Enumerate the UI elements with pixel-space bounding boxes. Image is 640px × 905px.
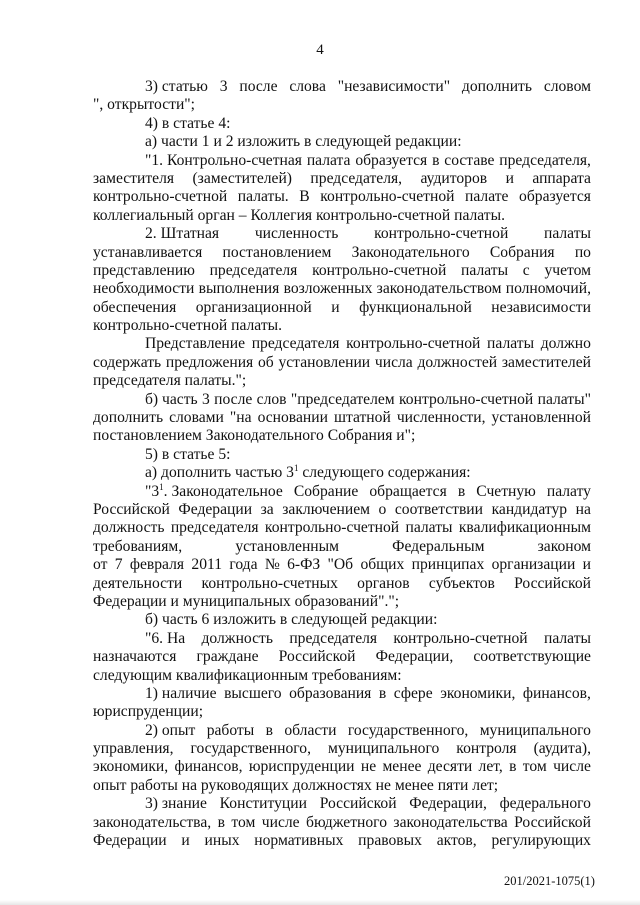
text-segment: соответствии [394, 500, 484, 518]
text-segment: за [260, 500, 274, 518]
text-segment: выполнения [198, 280, 280, 298]
text-segment: "6. На [145, 629, 186, 647]
text-segment: 2. Штатная [145, 225, 220, 243]
scan-edge [0, 900, 640, 905]
text-line [93, 758, 591, 776]
text-segment: установлении [278, 353, 371, 371]
text-segment: штатной [333, 409, 391, 427]
text-segment: управления, [93, 740, 174, 758]
text-segment: регулирующих [491, 832, 591, 850]
text-segment: 4) в статье 4: [145, 114, 231, 132]
text-segment: законодательства, [93, 813, 212, 831]
text-line [93, 519, 591, 537]
text-segment: Федерации, [409, 795, 487, 813]
text-segment: В [299, 188, 310, 206]
text-segment: Собрание [293, 482, 359, 500]
text-line [93, 335, 591, 353]
text-line [93, 556, 591, 574]
text-segment: дополнить [93, 409, 164, 427]
text-segment: в [217, 813, 225, 831]
text-segment: Федерации, [375, 648, 454, 666]
text-segment: председателя палаты."; [93, 372, 247, 390]
text-line [93, 207, 591, 225]
text-segment: об [257, 353, 274, 371]
text-segment: содержать [93, 353, 162, 371]
text-segment: квалификационным [458, 519, 591, 537]
text-segment: контрольно-счетной [374, 225, 509, 243]
text-segment: законодательства [393, 813, 508, 831]
text-segment: контрольно-счетных [201, 574, 338, 592]
text-segment: контрольно-счетной [399, 390, 534, 408]
text-segment: контрольно-счетной [346, 335, 481, 353]
text-segment: палаты. [237, 188, 289, 206]
text-line [93, 96, 591, 114]
text-segment: должностей [417, 353, 498, 371]
text-line [93, 611, 591, 629]
text-line [93, 464, 591, 482]
text-segment: постановлением [222, 243, 332, 261]
text-segment: назначаются [93, 648, 177, 666]
text-segment: "$3^1$. Законодательное [145, 481, 283, 500]
text-segment: в [509, 758, 517, 776]
text-segment: заместителя [93, 169, 175, 187]
text-segment: и [505, 169, 514, 187]
text-segment: коллегиальный орган – Коллегия контрольно-счетной палаты. [93, 206, 505, 224]
text-segment: в [457, 482, 466, 500]
text-segment: субъектов [428, 574, 495, 592]
text-segment: председателя [251, 335, 340, 353]
text-segment: граждане [196, 648, 259, 666]
text-segment: года [229, 556, 258, 574]
text-segment: 3) знание [145, 795, 207, 813]
text-segment: общих [360, 556, 405, 574]
text-segment: обращается [369, 482, 447, 500]
text-segment: высшего [224, 684, 282, 702]
text-segment: Российской [514, 813, 591, 831]
text-line [93, 814, 591, 832]
text-line [93, 722, 591, 740]
text-segment: законом [537, 537, 591, 555]
text-segment: б) часть 6 изложить в следующей редакции: [145, 611, 438, 629]
text-segment: контрольно-счетной [93, 188, 228, 206]
text-segment: контрольно-счетной [320, 188, 455, 206]
text-segment: по [574, 243, 591, 261]
text-segment: палата [306, 151, 351, 169]
text-segment: аппарата [532, 169, 591, 187]
text-segment: 2011 [191, 556, 222, 574]
text-line [93, 427, 591, 445]
text-segment: кандидатур [491, 500, 568, 518]
text-line [93, 299, 591, 317]
text-segment: правовых [358, 832, 422, 850]
text-segment: а) дополнить частью $3^1$ следующего содержания: [145, 463, 471, 482]
document-id: 201/2021-1075(1) [504, 874, 595, 888]
text-segment: образуется [519, 188, 591, 206]
text-segment: Федерации и муниципальных образований"."; [93, 592, 400, 610]
text-segment: функциональной [359, 298, 472, 316]
text-line [93, 280, 591, 298]
text-segment: слова [289, 78, 326, 95]
text-segment: требованиям, [93, 537, 183, 555]
text-segment: числе [553, 758, 591, 776]
text-segment: (заместителей) [192, 169, 292, 187]
text-line [93, 133, 591, 151]
text-segment: 3 [202, 390, 210, 408]
text-segment: десяти [427, 758, 473, 776]
text-segment: 1) наличие [145, 684, 217, 702]
text-segment: Собрания [489, 243, 555, 261]
text-line [93, 703, 591, 721]
text-segment: независимости [491, 298, 591, 316]
text-segment: постановлением Законодательного Собрания и"; [93, 427, 416, 445]
text-segment: февраля [129, 556, 185, 574]
text-line [93, 446, 591, 464]
text-line [93, 244, 591, 262]
text-segment: аудиторов [420, 169, 488, 187]
text-segment: Законодательного [351, 243, 470, 261]
text-segment: "на [229, 409, 252, 427]
text-line [93, 391, 591, 409]
text-segment: экономики, [440, 684, 516, 702]
text-segment: лет, [478, 758, 503, 776]
text-segment: 3 [219, 78, 228, 95]
text-segment: Счетную [476, 482, 536, 500]
text-segment: полномочий, [505, 280, 591, 298]
text-segment: с [522, 261, 530, 279]
text-segment: деятельности [93, 574, 183, 592]
text-segment: следующим квалификационным требованиям: [93, 666, 402, 684]
text-segment: юриспруденции [248, 758, 355, 776]
text-segment: государственного, [347, 721, 469, 739]
text-segment: иных [204, 832, 240, 850]
text-line [93, 188, 591, 206]
text-segment: установленным [235, 537, 339, 555]
text-line [93, 317, 591, 335]
text-segment: должно [540, 335, 591, 353]
text-segment: возложенных [283, 280, 373, 298]
text-segment: 3) статью [145, 78, 208, 95]
text-segment: федерального [499, 795, 591, 813]
text-segment: дополнить [461, 78, 532, 95]
text-line [93, 667, 591, 685]
text-segment: палаты [487, 335, 535, 353]
text-segment: органов [357, 574, 410, 592]
text-segment: "1. Контрольно-счетная [145, 151, 302, 169]
text-segment: Российской [319, 795, 397, 813]
text-segment: Федерации [178, 500, 253, 518]
text-segment: основании [257, 409, 328, 427]
text-segment: устанавливается [93, 243, 203, 261]
text-segment: государственного, [190, 740, 311, 758]
text-segment: муниципального [327, 740, 440, 758]
text-segment: муниципального [479, 721, 591, 739]
text-segment: в [378, 684, 387, 702]
text-segment: работы [206, 721, 255, 739]
text-segment: председателя [170, 519, 259, 537]
page-number: 4 [316, 42, 324, 58]
text-segment: соответствующие [473, 648, 591, 666]
text-line [93, 685, 591, 703]
text-segment: Российской [93, 500, 170, 518]
document-body [93, 78, 591, 850]
text-segment: палаты [405, 519, 453, 537]
text-segment: законодательством [376, 280, 502, 298]
text-line [93, 152, 591, 170]
text-segment: обеспечения [93, 298, 177, 316]
text-line [93, 483, 591, 501]
text-segment: необходимости [93, 280, 195, 298]
text-line [93, 795, 591, 813]
text-segment: актов, [436, 832, 477, 850]
text-segment: бюджетного [306, 813, 387, 831]
text-segment: представлению [93, 261, 195, 279]
text-segment: установленной [491, 409, 591, 427]
text-segment: 7 [114, 556, 123, 574]
text-line [93, 593, 591, 611]
text-segment: а) части 1 и 2 изложить в следующей редакции: [145, 133, 462, 151]
text-segment: Представление [145, 335, 246, 353]
text-segment: не [360, 758, 377, 776]
text-segment: области [284, 721, 337, 739]
text-segment: председателя, [499, 151, 591, 169]
text-segment: организационной [195, 298, 312, 316]
text-segment: № [264, 556, 280, 574]
text-line [93, 575, 591, 593]
text-segment: предложения [165, 353, 254, 371]
text-segment: палате [465, 188, 509, 206]
text-segment: образуется [355, 151, 428, 169]
text-segment: и [181, 832, 190, 850]
text-segment: заключением [282, 500, 370, 518]
text-line [93, 630, 591, 648]
text-line [93, 262, 591, 280]
text-segment: ", открытости"; [93, 96, 195, 114]
text-segment: (аудита), [533, 740, 591, 758]
text-segment: численность [254, 225, 339, 243]
text-segment: принципах [411, 556, 485, 574]
text-segment: от [93, 556, 108, 574]
text-segment: учетом [544, 261, 591, 279]
text-segment: том [231, 813, 256, 831]
text-segment: председателя [289, 629, 378, 647]
text-line [93, 832, 591, 850]
text-segment: палаты [544, 629, 591, 647]
text-line [93, 225, 591, 243]
text-segment: контрольно-счетной [393, 629, 528, 647]
text-segment: палаты" [537, 390, 591, 408]
text-segment: контрольно-счетной [312, 261, 447, 279]
text-line [93, 372, 591, 390]
text-segment: организации [491, 556, 576, 574]
text-segment: Федеральным [392, 537, 485, 555]
text-segment: контрольно-счетной [264, 519, 400, 537]
text-segment: "независимости" [337, 78, 451, 95]
text-segment: на [575, 500, 591, 518]
text-segment: численности, [396, 409, 486, 427]
text-segment: юриспруденции; [93, 703, 204, 721]
text-segment: б) часть [145, 390, 198, 408]
text-segment: контрольно-счетной палаты. [93, 317, 283, 335]
text-line [93, 115, 591, 133]
text-segment: слов [256, 390, 287, 408]
text-segment: и [331, 298, 340, 316]
text-line [93, 538, 591, 556]
text-segment: Российской [278, 648, 356, 666]
text-line [93, 740, 591, 758]
text-segment: "председателем [290, 390, 395, 408]
text-segment: 5) в статье 5: [145, 445, 231, 463]
text-segment: "Об [327, 556, 354, 574]
text-line [93, 409, 591, 427]
text-segment: менее [382, 758, 422, 776]
text-segment: после [214, 390, 253, 408]
text-line [93, 170, 591, 188]
text-segment: палаты [544, 225, 591, 243]
text-segment: Конституции [219, 795, 307, 813]
text-segment: должность [201, 629, 273, 647]
text-segment: опыт работы на руководящих должностях не менее пяти лет; [93, 776, 499, 794]
text-segment: составе [444, 151, 495, 169]
text-segment: 6-ФЗ [287, 556, 321, 574]
text-segment: словами [169, 409, 224, 427]
text-line [93, 78, 591, 96]
text-segment: том [522, 758, 547, 776]
text-segment: палату [546, 482, 591, 500]
text-segment: заместителей [501, 353, 591, 371]
text-segment: словом [543, 78, 591, 95]
text-segment: председателя [209, 261, 298, 279]
text-segment: сфере [393, 684, 433, 702]
text-segment: экономики, [93, 758, 169, 776]
text-segment: Российской [514, 574, 591, 592]
text-segment: председателя, [310, 169, 403, 187]
text-segment: 2) опыт [145, 721, 196, 739]
text-segment: нормативных [254, 832, 344, 850]
text-segment: должность [93, 519, 165, 537]
text-segment: финансов, [174, 758, 243, 776]
text-segment: о [378, 500, 387, 518]
text-segment: после [239, 78, 278, 95]
text-segment: финансов, [522, 684, 591, 702]
text-segment: числа [374, 353, 413, 371]
text-line [93, 777, 591, 795]
text-line [93, 501, 591, 519]
text-segment: и [582, 556, 591, 574]
text-line [93, 354, 591, 372]
text-segment: палаты [461, 261, 509, 279]
text-segment: в [265, 721, 273, 739]
text-line [93, 648, 591, 666]
text-segment: числе [261, 813, 300, 831]
text-segment: в [432, 151, 440, 169]
text-segment: образования [289, 684, 372, 702]
text-segment: Федерации [93, 832, 167, 850]
text-segment: контроля [456, 740, 517, 758]
